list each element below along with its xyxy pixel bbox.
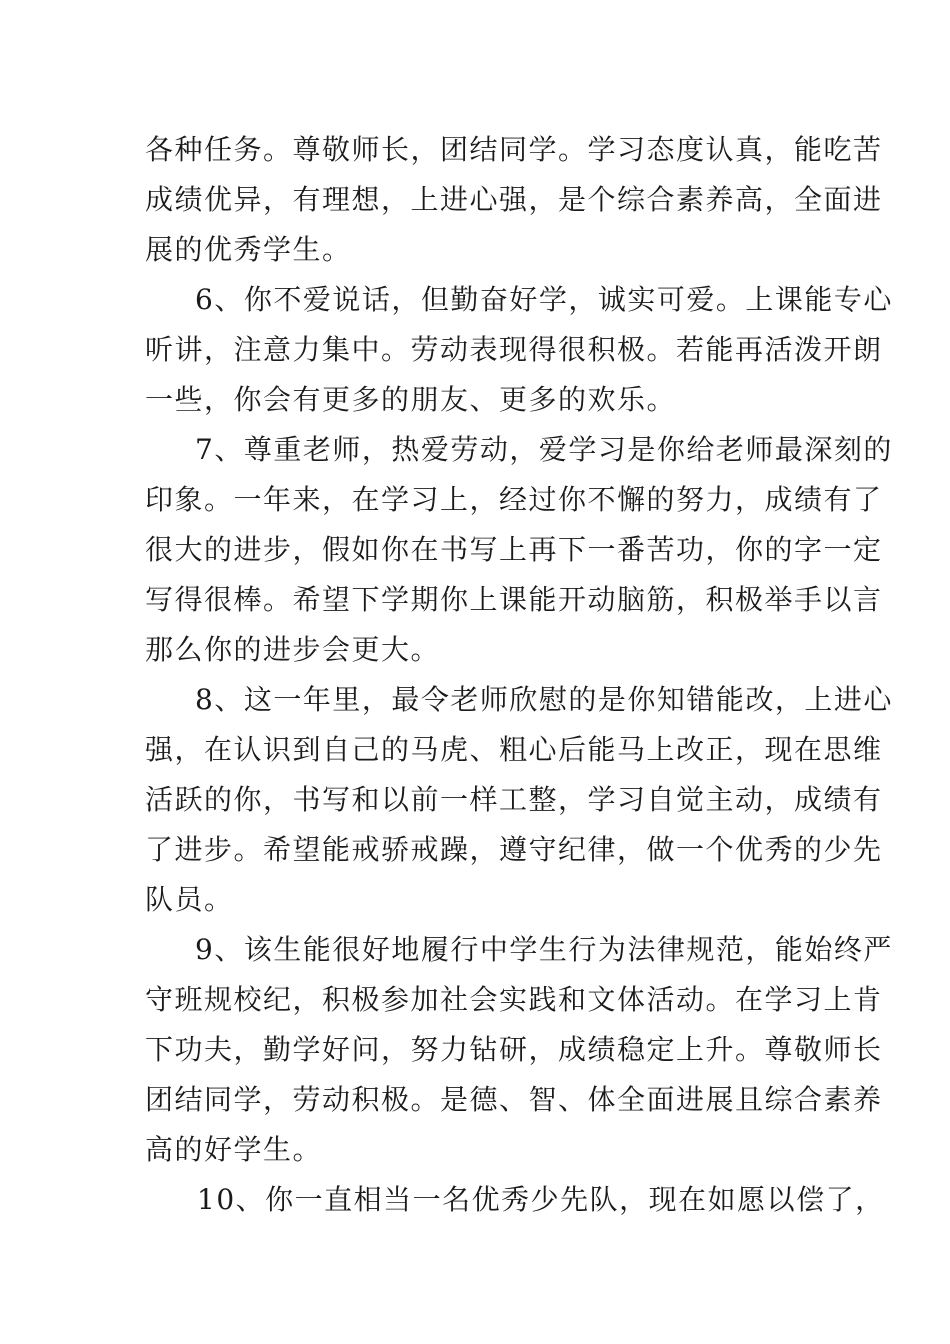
- paragraph-start-6: 6、你不爱说话，但勤奋好学，诚实可爱。上课能专心: [195, 283, 893, 316]
- text-line: 守班规校纪，积极参加社会实践和文体活动。在学习上肯: [145, 983, 883, 1016]
- text-line: 下功夫，勤学好问，努力钻研，成绩稳定上升。尊敬师长: [145, 1033, 883, 1066]
- text-line: 活跃的你，书写和以前一样工整，学习自觉主动，成绩有: [145, 783, 883, 816]
- text-line: 很大的进步，假如你在书写上再下一番苦功，你的字一定: [145, 533, 883, 566]
- text-line: 了进步。希望能戒骄戒躁，遵守纪律，做一个优秀的少先: [145, 833, 883, 866]
- text-line: 一些，你会有更多的朋友、更多的欢乐。: [145, 383, 677, 416]
- text-line: 写得很棒。希望下学期你上课能开动脑筋，积极举手以言: [145, 583, 883, 616]
- text-line: 那么你的进步会更大。: [145, 633, 441, 666]
- text-line: 团结同学，劳动积极。是德、智、体全面进展且综合素养: [145, 1083, 883, 1116]
- text-line: 各种任务。尊敬师长，团结同学。学习态度认真，能吃苦: [145, 133, 883, 166]
- text-line: 高的好学生。: [145, 1133, 323, 1166]
- text-line: 队员。: [145, 883, 234, 916]
- text-line: 强，在认识到自己的马虎、粗心后能马上改正，现在思维: [145, 733, 883, 766]
- paragraph-start-10: 10、你一直相当一名优秀少先队，现在如愿以偿了，: [197, 1183, 885, 1216]
- paragraph-start-9: 9、该生能很好地履行中学生行为法律规范，能始终严: [195, 933, 893, 966]
- text-line: 印象。一年来，在学习上，经过你不懈的努力，成绩有了: [145, 483, 883, 516]
- paragraph-start-8: 8、这一年里，最令老师欣慰的是你知错能改，上进心: [195, 683, 893, 716]
- text-line: 展的优秀学生。: [145, 233, 352, 266]
- text-line: 听讲，注意力集中。劳动表现得很积极。若能再活泼开朗: [145, 333, 883, 366]
- text-line: 成绩优异，有理想，上进心强，是个综合素养高，全面进: [145, 183, 883, 216]
- paragraph-start-7: 7、尊重老师，热爱劳动，爱学习是你给老师最深刻的: [195, 433, 893, 466]
